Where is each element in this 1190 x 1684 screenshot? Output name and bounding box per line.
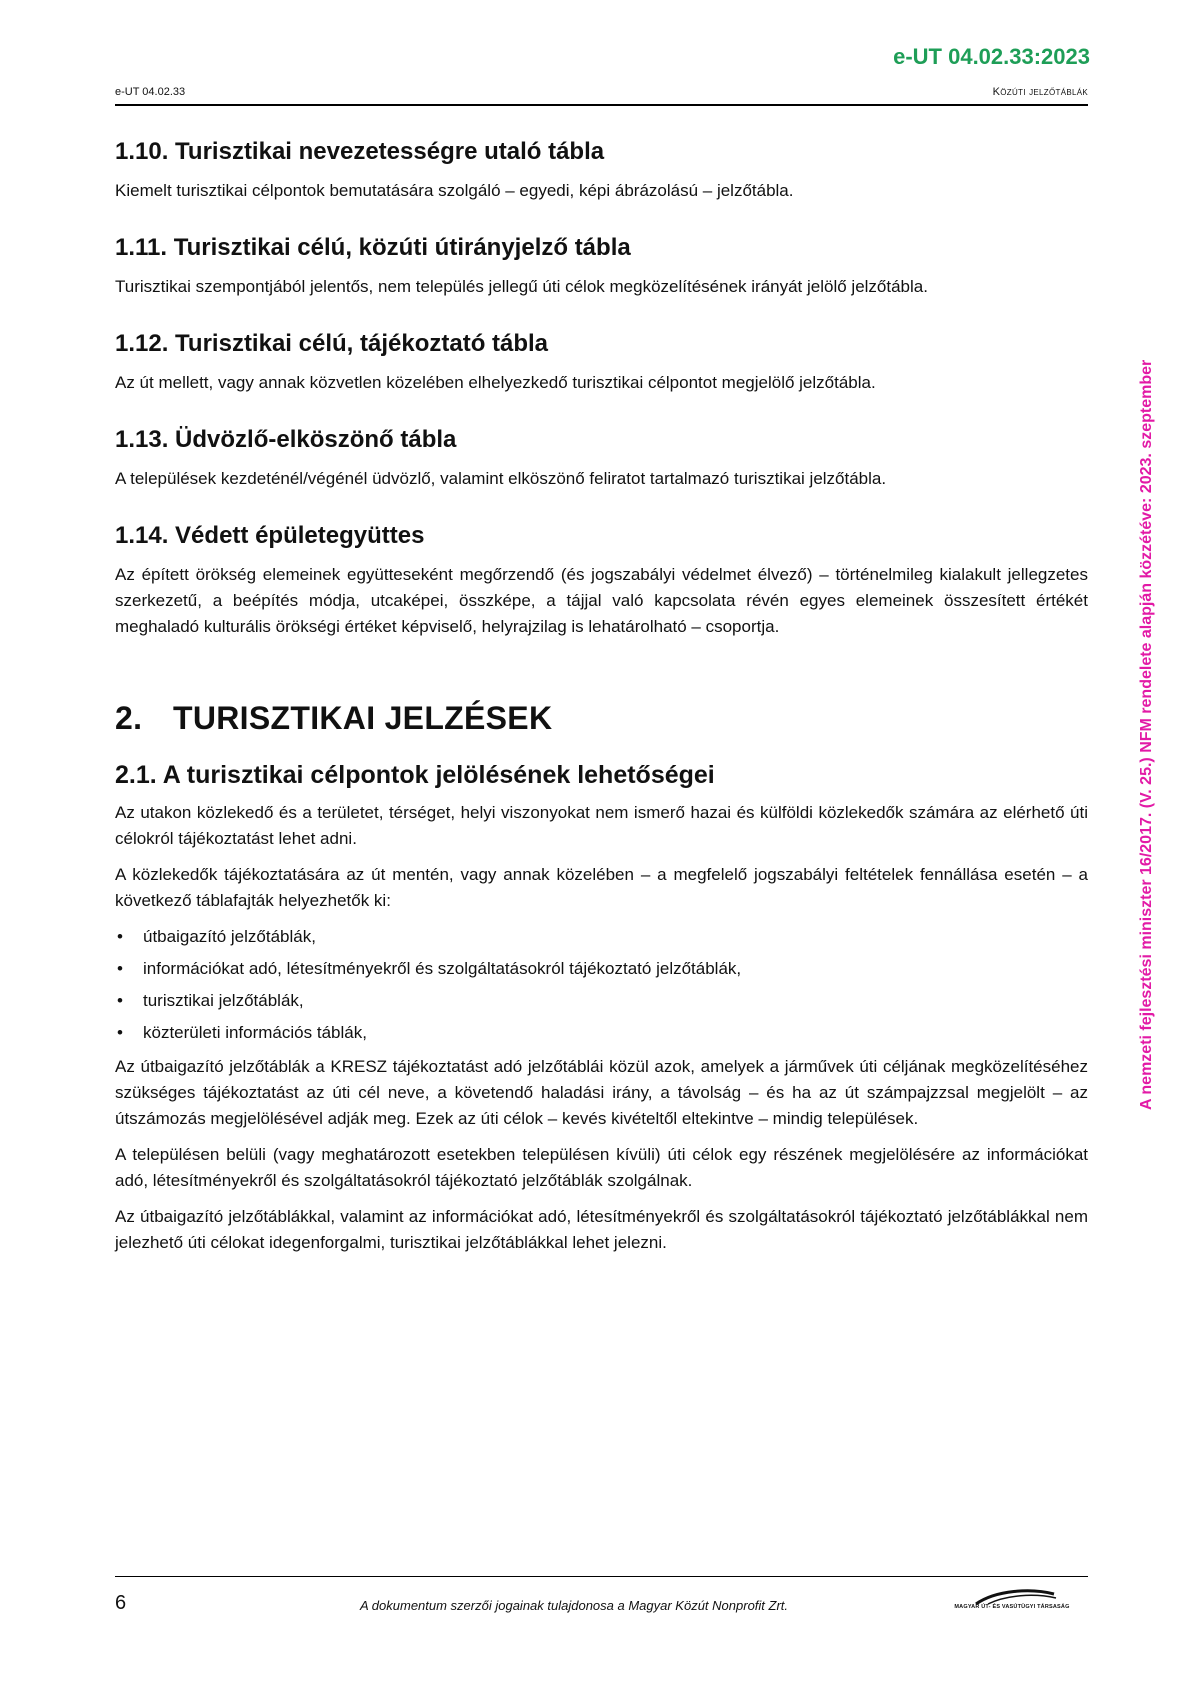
road-society-logo-icon	[936, 1588, 1088, 1614]
section-text: A települések kezdeténél/végénél üdvözlő, valamint elköszönő feliratot tartalmazó turisztikai jelzőtábla.	[115, 469, 887, 488]
section-1-12	[115, 330, 1088, 396]
sign-type-list	[115, 924, 1088, 1046]
logo-text: MAGYAR ÚT- ÉS VASÚTÜGYI TÁRSASÁG	[954, 1604, 1070, 1610]
list-item-text: turisztikai jelzőtáblák,	[143, 991, 304, 1010]
footer-divider	[115, 1576, 1088, 1577]
list-item	[115, 988, 1088, 1014]
page-content	[115, 138, 1088, 1266]
chapter-number: 2.	[115, 700, 143, 736]
document-code-top: e-UT 04.02.33:2023	[893, 44, 1090, 69]
section-text: Az út mellett, vagy annak közvetlen közelében elhelyezkedő turisztikai célpontot megjelölő jelzőtábla.	[115, 373, 876, 392]
section-1-13	[115, 426, 1088, 492]
paragraph: A közlekedők tájékoztatására az út mentén, vagy annak közelében – a megfelelő jogszabályi feltételek fennállása esetén – a következő táblafajták helyezhetők ki:	[115, 865, 1088, 910]
list-item-text: útbaigazító jelzőtáblák,	[143, 927, 316, 946]
section-text: Turisztikai szempontjából jelentős, nem település jellegű úti célok megközelítésének irányát jelölő jelzőtábla.	[115, 277, 928, 296]
paragraph: Az útbaigazító jelzőtáblák a KRESZ tájékoztatást adó jelzőtáblái közül azok, amelyek a járművek úti céljának megközelítéséhez szükséges tájékoztatást az úti cél neve, a követendő haladási irány, a távolság – és ha az út számpajzzsal megjelölt – az útszámozás megjelölésével adják meg. Ezek az úti célok – kevés kivételtől eltekintve – mindig települések.	[115, 1057, 1088, 1128]
paragraph: A településen belüli (vagy meghatározott esetekben településen kívüli) úti célok egy részének megjelölésére az információkat adó, létesítményekről és szolgáltatásokról tájékoztató jelzőtáblák szolgálnak.	[115, 1145, 1088, 1190]
header-doc-title: Közúti jelzőtáblák	[992, 86, 1088, 98]
running-header	[115, 86, 1088, 106]
bullet-icon: •	[117, 1023, 123, 1042]
section-1-14	[115, 522, 1088, 640]
bullet-icon: •	[117, 991, 123, 1010]
copyright-notice: A dokumentum szerzői jogainak tulajdonosa a Magyar Közút Nonprofit Zrt.	[360, 1598, 789, 1613]
bullet-icon: •	[117, 959, 123, 978]
chapter-heading	[115, 700, 1088, 737]
header-doc-code: e-UT 04.02.33	[115, 86, 186, 98]
publication-side-note: A nemzeti fejlesztési miniszter 16/2017. (V. 25.) NFM rendelete alapján közzétéve: 2023. szeptember	[1138, 359, 1155, 1110]
paragraph: Az utakon közlekedő és a területet, térséget, helyi viszonyokat nem ismerő hazai és külföldi közlekedők számára az elérhető úti célokról tájékoztatást lehet adni.	[115, 803, 1088, 848]
section-heading: 1.10. Turisztikai nevezetességre utaló tábla	[115, 138, 605, 165]
bullet-icon: •	[117, 927, 123, 946]
section-text: Az épített örökség elemeinek együtteseként megőrzendő (és jogszabályi védelmet élvező) – történelmileg kialakult jellegzetes szerkezetű, a beépítés módja, utcaképei, összképe, a tájjal való kapcsolata révén egyes elemeinek összesített értékét meghaladó kulturális örökségi értéket képviselő, helyrajzilag is lehatárolható – csoportja.	[115, 565, 1088, 636]
list-item	[115, 924, 1088, 950]
section-heading: 1.12. Turisztikai célú, tájékoztató tábla	[115, 330, 549, 357]
section-1-10	[115, 138, 1088, 204]
chapter-title: TURISZTIKAI JELZÉSEK	[173, 700, 553, 736]
section-heading: 1.13. Üdvözlő-elköszönő tábla	[115, 426, 457, 453]
section-text: Kiemelt turisztikai célpontok bemutatására szolgáló – egyedi, képi ábrázolású – jelzőtábla.	[115, 181, 794, 200]
list-item	[115, 1020, 1088, 1046]
list-item-text: közterületi információs táblák,	[143, 1023, 367, 1042]
list-item	[115, 956, 1088, 982]
section-1-11	[115, 234, 1088, 300]
subsection-heading: 2.1. A turisztikai célpontok jelölésének lehetőségei	[115, 761, 715, 789]
section-heading: 1.11. Turisztikai célú, közúti útirányjelző tábla	[115, 234, 631, 261]
paragraph: Az útbaigazító jelzőtáblákkal, valamint az információkat adó, létesítményekről és szolgáltatásokról tájékoztató jelzőtáblákkal nem jelezhető úti célokat idegenforgalmi, turisztikai jelzőtáblákkal lehet jelezni.	[115, 1207, 1088, 1252]
list-item-text: információkat adó, létesítményekről és szolgáltatásokról tájékoztató jelzőtáblák,	[143, 959, 742, 978]
page-number: 6	[115, 1592, 127, 1614]
section-heading: 1.14. Védett épületegyüttes	[115, 522, 425, 549]
